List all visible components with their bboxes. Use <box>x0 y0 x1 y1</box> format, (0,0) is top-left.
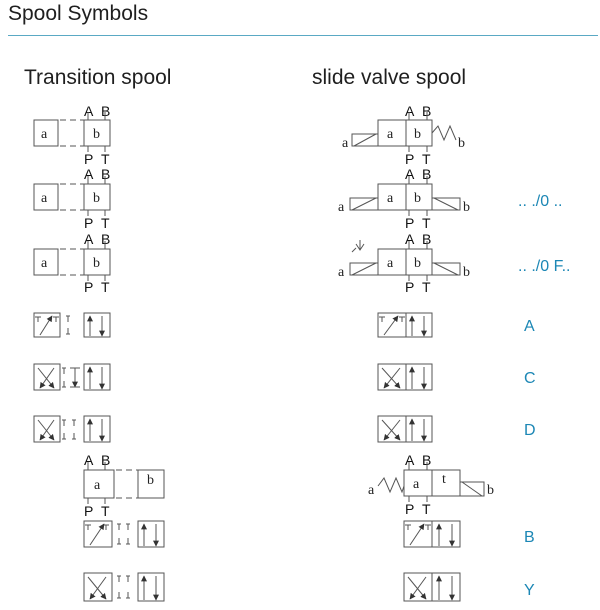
port-a-label: A <box>84 452 94 468</box>
page-title: Spool Symbols <box>8 2 149 25</box>
position-b-label: b <box>93 127 100 142</box>
port-b-label: B <box>101 166 111 182</box>
port-b-label: B <box>422 166 432 182</box>
port-t-label: T <box>101 279 110 295</box>
transition-spool-row-8-symbol <box>84 521 164 547</box>
transition-spool-heading: Transition spool <box>24 66 172 89</box>
spool-code-a: A <box>524 318 535 335</box>
position-a-label: a <box>387 127 394 142</box>
slide-valve-row-9-symbol <box>404 573 460 601</box>
position-b-partial-label: b <box>147 473 154 488</box>
port-p-label: P <box>84 503 94 519</box>
spool-code-c: C <box>524 370 536 387</box>
solenoid-a-label: a <box>338 265 345 280</box>
position-a-label: a <box>413 477 420 492</box>
port-a-label: A <box>405 231 415 247</box>
port-p-label: P <box>405 215 415 231</box>
transition-spool-row-9-symbol <box>84 573 164 601</box>
transition-spool-row-1 <box>34 103 110 167</box>
transition-spool-row-4-symbol <box>34 313 110 337</box>
position-a-label: a <box>387 191 394 206</box>
spool-code-d: D <box>524 422 536 439</box>
position-b-label: b <box>414 127 421 142</box>
port-a-label: A <box>405 166 415 182</box>
port-t-label: T <box>422 151 431 167</box>
solenoid-b-label: b <box>463 200 470 215</box>
solenoid-b-label: b <box>487 483 494 498</box>
position-b-label: b <box>414 256 421 271</box>
port-b-label: B <box>422 452 432 468</box>
position-b-label: b <box>93 191 100 206</box>
port-p-label: P <box>84 279 94 295</box>
port-t-label: T <box>101 151 110 167</box>
spool-code-b: B <box>524 529 535 546</box>
port-p-label: P <box>405 501 415 517</box>
port-a-label: A <box>405 452 415 468</box>
position-b-label: b <box>93 256 100 271</box>
slide-valve-spool-heading: slide valve spool <box>312 66 467 89</box>
position-a-label: a <box>41 191 48 206</box>
port-t-label: T <box>422 279 431 295</box>
port-b-label: B <box>422 103 432 119</box>
spring-a-label: a <box>368 483 375 498</box>
position-a-label: a <box>387 256 394 271</box>
slide-valve-row-7 <box>368 452 494 517</box>
solenoid-b-label: b <box>463 265 470 280</box>
transition-spool-row-2 <box>34 166 110 231</box>
spool-code-y: Y <box>524 582 535 599</box>
position-b-label: b <box>414 191 421 206</box>
transition-spool-row-7 <box>84 452 164 519</box>
slide-valve-row-5-symbol <box>378 364 432 390</box>
slide-valve-row-6-symbol <box>378 416 432 442</box>
port-t-label: T <box>101 215 110 231</box>
position-t-partial-label: t <box>442 472 446 487</box>
spool-code-0: .. ./0 .. <box>518 193 563 210</box>
port-b-label: B <box>422 231 432 247</box>
position-a-label: a <box>41 127 48 142</box>
spool-code-0f: .. ./0 F.. <box>518 258 571 275</box>
transition-spool-row-3 <box>34 231 110 295</box>
port-t-label: T <box>422 501 431 517</box>
spring-b-label: b <box>458 136 465 151</box>
port-p-label: P <box>84 151 94 167</box>
port-p-label: P <box>405 151 415 167</box>
position-a-label: a <box>94 478 101 493</box>
port-a-label: A <box>84 231 94 247</box>
slide-valve-row-3 <box>338 231 470 295</box>
solenoid-a-label: a <box>338 200 345 215</box>
port-t-label: T <box>422 215 431 231</box>
transition-spool-row-6-symbol <box>34 416 110 442</box>
port-a-label: A <box>405 103 415 119</box>
port-b-label: B <box>101 103 111 119</box>
port-b-label: B <box>101 231 111 247</box>
port-b-label: B <box>101 452 111 468</box>
transition-spool-row-5-symbol <box>34 364 110 390</box>
slide-valve-row-1 <box>342 103 465 167</box>
slide-valve-row-8-symbol <box>404 521 460 547</box>
slide-valve-row-4-symbol <box>378 313 432 337</box>
solenoid-a-label: a <box>342 136 349 151</box>
port-a-label: A <box>84 166 94 182</box>
port-a-label: A <box>84 103 94 119</box>
port-p-label: P <box>405 279 415 295</box>
position-a-label: a <box>41 256 48 271</box>
slide-valve-row-2 <box>338 166 470 231</box>
port-t-label: T <box>101 503 110 519</box>
port-p-label: P <box>84 215 94 231</box>
